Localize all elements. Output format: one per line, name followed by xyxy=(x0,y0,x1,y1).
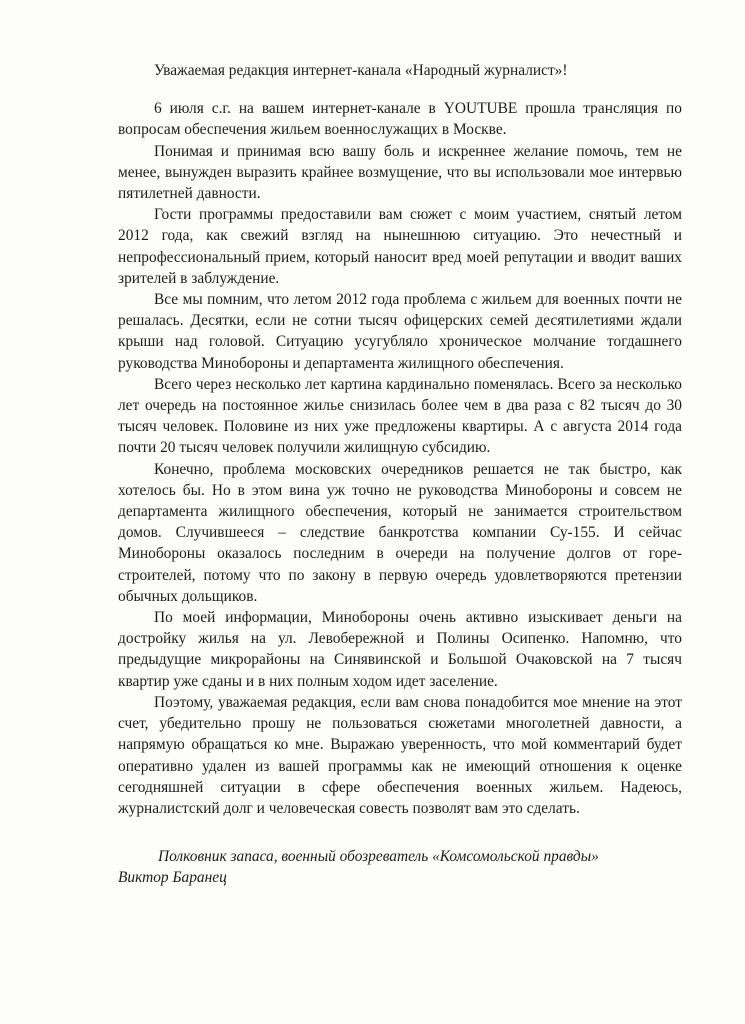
letter-paragraph-8: Поэтому, уважаемая редакция, если вам снова понадобится мое мнение на этот счет, убедительно прошу не пользоваться сюжетами многолетней давности, а напрямую обращаться ко мне. Выражаю уверенность, что мой комментарий будет оперативно удален из вашей программы как не имеющий отношения к оценке сегодняшней ситуации в сфере обеспечения военных жильем. Надеюсь, журналистский долг и человеческая совесть позволят вам это сделать. xyxy=(118,693,682,817)
letter-paragraph-7: По моей информации, Минобороны очень активно изыскивает деньги на достройку жилья на ул. Левобережной и Полины Осипенко. Напомню, что предыдущие микрорайоны на Синявинской и Большой Очаковской на 7 тысяч квартир уже сданы и в них полным ходом идет заселение. xyxy=(118,609,682,690)
letter-body xyxy=(118,60,682,819)
letter-paragraph-1: 6 июля с.г. на вашем интернет-канале в YOUTUBE прошла трансляция по вопросам обеспечения жильем военнослужащих в Москве. xyxy=(118,100,682,139)
letter-paragraph-5: Всего через несколько лет картина кардинально поменялась. Всего за несколько лет очередь на постоянное жилье снизилась более чем в два раза с 82 тысяч до 30 тысяч человек. Половине из них уже предложены квартиры. А с августа 2014 года почти 20 тысяч человек получили жилищную субсидию. xyxy=(118,375,682,457)
signature-block xyxy=(118,846,698,888)
letter-greeting: Уважаемая редакция интернет-канала «Народный журналист»! xyxy=(154,62,568,79)
letter-paragraph-2: Понимая и принимая всю вашу боль и искреннее желание помочь, тем не менее, вынужден выразить крайнее возмущение, что вы использовали мое интервью пятилетней давности. xyxy=(118,142,682,203)
signature-name: Виктор Баранец xyxy=(118,869,227,887)
letter-paragraph-4: Все мы помним, что летом 2012 года проблема с жильем для военных почти не решалась. Десятки, если не сотни тысяч офицерских семей десятилетиями ждали крыши над головой. Ситуацию усугубляло хроническое молчание тогдашнего руководства Минобороны и департамента жилищного обеспечения. xyxy=(118,291,682,372)
letter-paragraph-3: Гости программы предоставили вам сюжет с моим участием, снятый летом 2012 года, как свежий взгляд на нынешнюю ситуацию. Это нечестный и непрофессиональный прием, который наносит вред моей репутации и вводит ваших зрителей в заблуждение. xyxy=(118,206,682,287)
signature-title: Полковник запаса, военный обозреватель «Комсомольской правды» xyxy=(158,848,599,865)
letter-paragraph-6: Конечно, проблема московских очередников решается не так быстро, как хотелось бы. Но в этом вина уж точно не руководства Минобороны и совсем не департамента жилищного обеспечения, который не занимается строительством домов. Случившееся – следствие банкротства компании Су-155. И сейчас Минобороны оказалось последним в очереди на получение долгов от горе-строителей, потому что по закону в первую очередь удовлетворяются претензии обычных дольщиков. xyxy=(118,460,682,605)
